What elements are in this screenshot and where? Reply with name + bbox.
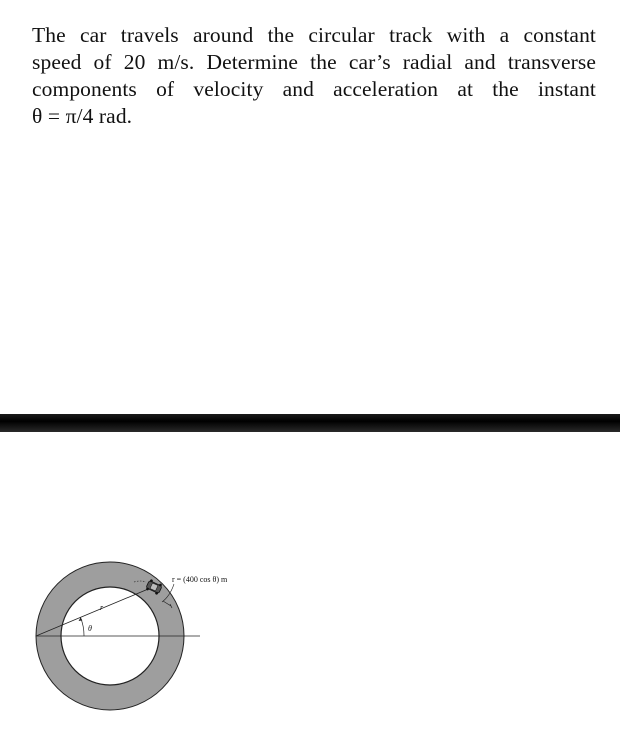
problem-statement [32, 22, 596, 130]
track-diagram [30, 560, 260, 720]
problem-line-2: speed of 20 m/s. Determine the car’s radial and transverse [32, 50, 596, 74]
r-label: r [100, 603, 104, 612]
problem-line-1: The car travels around the circular track with a constant [32, 23, 596, 47]
circular-track-figure [30, 560, 260, 720]
page-divider-bar [0, 414, 620, 432]
theta-label: θ [88, 624, 92, 633]
problem-line-4: θ = π/4 rad. [32, 104, 133, 128]
problem-line-3: components of velocity and acceleration at the instant [32, 77, 596, 101]
track-equation-label: r = (400 cos θ) m [172, 575, 228, 584]
